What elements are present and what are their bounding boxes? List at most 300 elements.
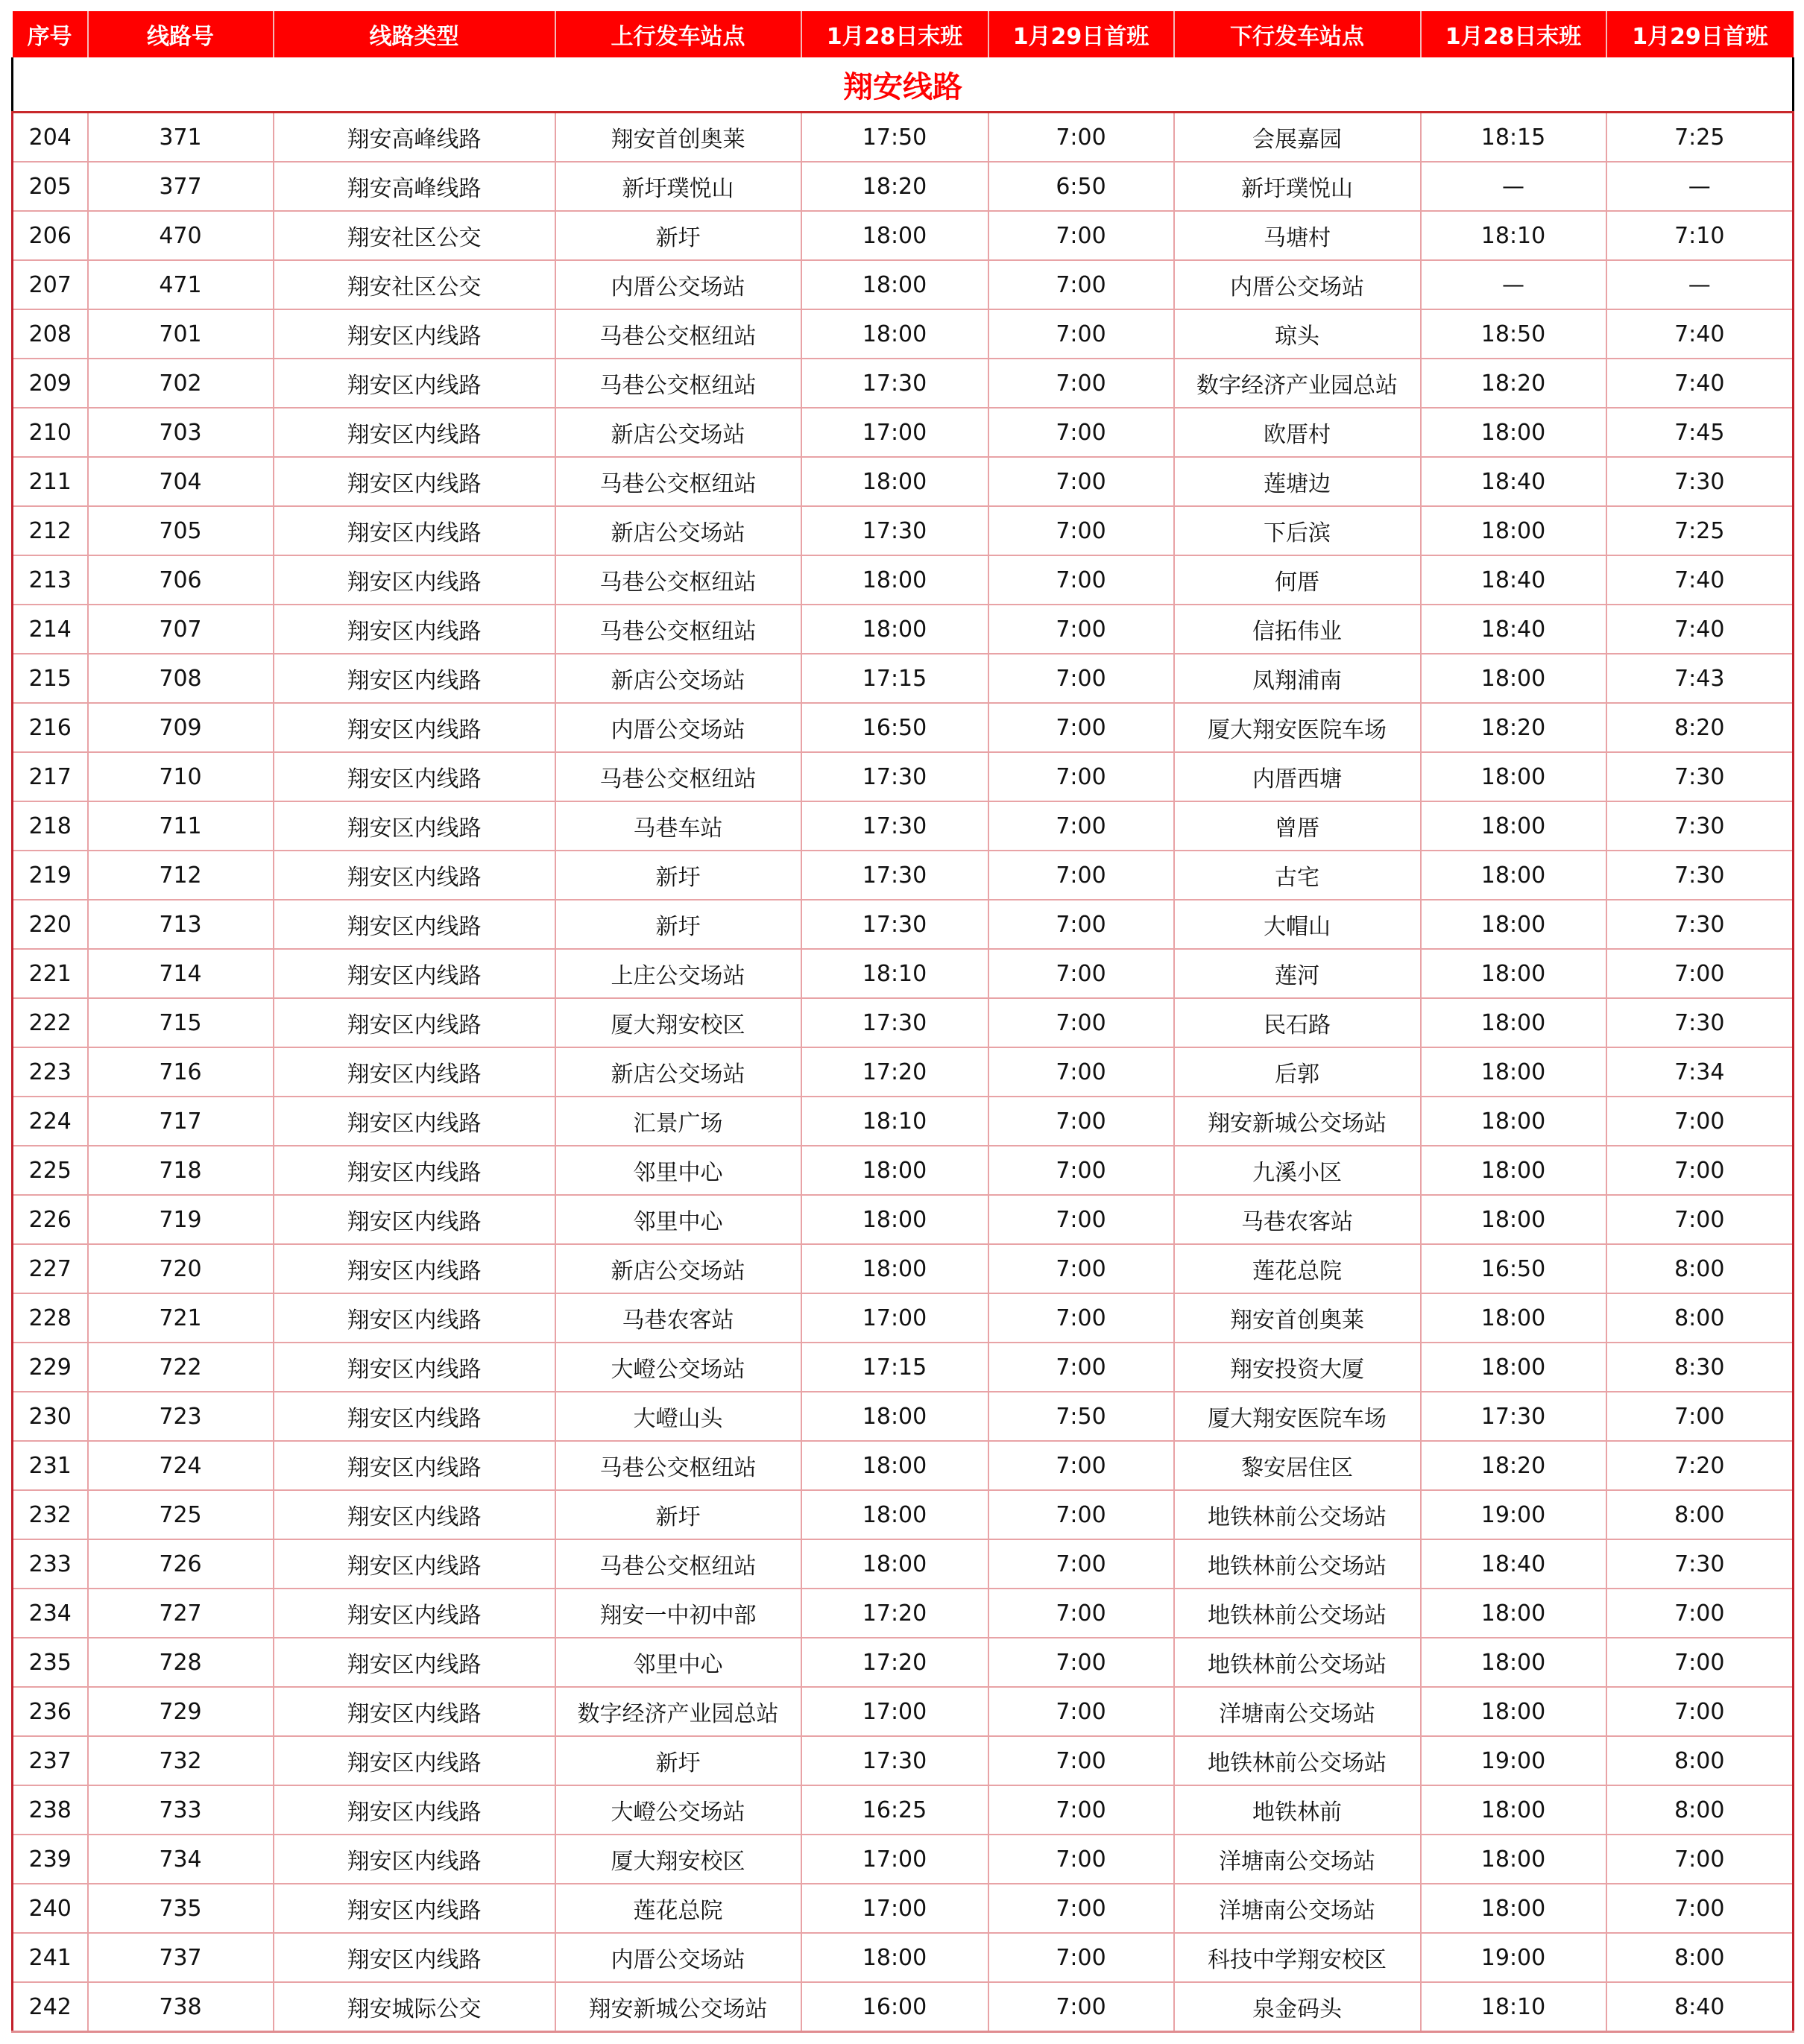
- cell-route-number: 371: [88, 113, 274, 163]
- cell-route-type: 翔安区内线路: [274, 1343, 555, 1392]
- table-row: [13, 1785, 1794, 1835]
- cell-down-station: 欧厝村: [1174, 408, 1421, 457]
- table-row: [13, 1490, 1794, 1539]
- cell-up-last-bus: 17:00: [801, 1884, 988, 1933]
- cell-down-first-bus: 8:00: [1606, 1785, 1794, 1835]
- cell-up-last-bus: 18:00: [801, 605, 988, 654]
- table-row: [13, 309, 1794, 359]
- cell-down-last-bus: 18:00: [1421, 752, 1606, 801]
- header-row: [13, 11, 1794, 57]
- cell-route-number: 720: [88, 1244, 274, 1293]
- cell-up-first-bus: 7:00: [988, 1146, 1174, 1195]
- table-row: [13, 1392, 1794, 1441]
- cell-up-station: 新圩: [555, 851, 801, 900]
- cell-down-station: 莲河: [1174, 949, 1421, 998]
- cell-down-station: 数字经济产业园总站: [1174, 359, 1421, 408]
- table-row: [13, 1244, 1794, 1293]
- cell-seq: 234: [13, 1589, 88, 1638]
- cell-down-station: 后郭: [1174, 1047, 1421, 1097]
- cell-down-last-bus: —: [1421, 162, 1606, 211]
- cell-route-type: 翔安区内线路: [274, 1293, 555, 1343]
- cell-up-station: 邻里中心: [555, 1146, 801, 1195]
- cell-route-type: 翔安区内线路: [274, 1490, 555, 1539]
- cell-route-type: 翔安区内线路: [274, 900, 555, 949]
- table-row: [13, 851, 1794, 900]
- cell-up-station: 马巷公交枢纽站: [555, 1539, 801, 1589]
- cell-up-first-bus: 7:00: [988, 654, 1174, 703]
- cell-route-number: 726: [88, 1539, 274, 1589]
- cell-route-number: 724: [88, 1441, 274, 1490]
- cell-down-last-bus: 18:20: [1421, 1441, 1606, 1490]
- cell-down-station: 马巷农客站: [1174, 1195, 1421, 1244]
- cell-route-type: 翔安区内线路: [274, 1392, 555, 1441]
- cell-seq: 223: [13, 1047, 88, 1097]
- cell-down-first-bus: 7:00: [1606, 1884, 1794, 1933]
- cell-seq: 209: [13, 359, 88, 408]
- cell-up-last-bus: 17:30: [801, 506, 988, 555]
- cell-down-last-bus: 18:00: [1421, 654, 1606, 703]
- cell-down-first-bus: 7:00: [1606, 949, 1794, 998]
- cell-up-first-bus: 7:50: [988, 1392, 1174, 1441]
- cell-route-type: 翔安区内线路: [274, 998, 555, 1047]
- cell-seq: 216: [13, 703, 88, 752]
- cell-seq: 225: [13, 1146, 88, 1195]
- cell-down-last-bus: 16:50: [1421, 1244, 1606, 1293]
- cell-up-last-bus: 17:30: [801, 1736, 988, 1785]
- cell-up-first-bus: 7:00: [988, 1343, 1174, 1392]
- cell-up-last-bus: 17:30: [801, 359, 988, 408]
- cell-seq: 219: [13, 851, 88, 900]
- cell-down-last-bus: 18:00: [1421, 1195, 1606, 1244]
- cell-down-last-bus: 18:40: [1421, 555, 1606, 605]
- cell-route-number: 729: [88, 1687, 274, 1736]
- cell-seq: 221: [13, 949, 88, 998]
- cell-up-station: 新店公交场站: [555, 506, 801, 555]
- cell-down-station: 翔安首创奥莱: [1174, 1293, 1421, 1343]
- cell-down-last-bus: 18:10: [1421, 1982, 1606, 2032]
- cell-route-type: 翔安区内线路: [274, 1736, 555, 1785]
- cell-up-last-bus: 18:00: [801, 1933, 988, 1982]
- cell-seq: 233: [13, 1539, 88, 1589]
- cell-seq: 236: [13, 1687, 88, 1736]
- header-down-last-bus: 1月28日末班: [1421, 11, 1606, 57]
- cell-route-number: 471: [88, 260, 274, 309]
- cell-down-station: 凤翔浦南: [1174, 654, 1421, 703]
- cell-seq: 210: [13, 408, 88, 457]
- table-row: [13, 162, 1794, 211]
- cell-route-type: 翔安区内线路: [274, 359, 555, 408]
- cell-route-type: 翔安区内线路: [274, 1933, 555, 1982]
- cell-route-type: 翔安区内线路: [274, 605, 555, 654]
- cell-down-last-bus: 18:50: [1421, 309, 1606, 359]
- cell-route-number: 737: [88, 1933, 274, 1982]
- cell-down-station: 民石路: [1174, 998, 1421, 1047]
- cell-seq: 206: [13, 211, 88, 260]
- cell-down-last-bus: 18:00: [1421, 998, 1606, 1047]
- cell-route-type: 翔安区内线路: [274, 1539, 555, 1589]
- cell-route-type: 翔安区内线路: [274, 1884, 555, 1933]
- cell-down-last-bus: 18:00: [1421, 1343, 1606, 1392]
- cell-route-type: 翔安区内线路: [274, 457, 555, 506]
- cell-down-last-bus: 18:00: [1421, 1146, 1606, 1195]
- cell-down-station: 翔安投资大厦: [1174, 1343, 1421, 1392]
- cell-up-first-bus: 7:00: [988, 851, 1174, 900]
- cell-down-first-bus: 7:20: [1606, 1441, 1794, 1490]
- cell-up-last-bus: 16:25: [801, 1785, 988, 1835]
- cell-up-station: 新店公交场站: [555, 408, 801, 457]
- table-row: [13, 1884, 1794, 1933]
- cell-down-station: 内厝公交场站: [1174, 260, 1421, 309]
- cell-seq: 229: [13, 1343, 88, 1392]
- cell-up-station: 内厝公交场站: [555, 703, 801, 752]
- cell-route-type: 翔安区内线路: [274, 1146, 555, 1195]
- cell-up-first-bus: 7:00: [988, 260, 1174, 309]
- cell-route-type: 翔安区内线路: [274, 1047, 555, 1097]
- cell-route-number: 708: [88, 654, 274, 703]
- cell-route-number: 705: [88, 506, 274, 555]
- cell-up-last-bus: 18:00: [801, 1539, 988, 1589]
- cell-seq: 218: [13, 801, 88, 851]
- cell-down-station: 琼头: [1174, 309, 1421, 359]
- cell-route-type: 翔安区内线路: [274, 506, 555, 555]
- cell-down-station: 厦大翔安医院车场: [1174, 703, 1421, 752]
- cell-down-first-bus: 8:00: [1606, 1490, 1794, 1539]
- cell-up-station: 大嶝公交场站: [555, 1343, 801, 1392]
- cell-down-first-bus: 7:00: [1606, 1195, 1794, 1244]
- cell-up-station: 厦大翔安校区: [555, 998, 801, 1047]
- cell-up-first-bus: 7:00: [988, 605, 1174, 654]
- table-row: [13, 998, 1794, 1047]
- cell-down-station: 大帽山: [1174, 900, 1421, 949]
- cell-up-station: 内厝公交场站: [555, 260, 801, 309]
- table-row: [13, 1539, 1794, 1589]
- cell-down-station: 莲花总院: [1174, 1244, 1421, 1293]
- cell-up-station: 新店公交场站: [555, 1244, 801, 1293]
- cell-down-station: 地铁林前公交场站: [1174, 1539, 1421, 1589]
- cell-down-station: 翔安新城公交场站: [1174, 1097, 1421, 1146]
- cell-route-type: 翔安区内线路: [274, 1195, 555, 1244]
- cell-route-type: 翔安区内线路: [274, 1244, 555, 1293]
- table-row: [13, 949, 1794, 998]
- cell-down-last-bus: 19:00: [1421, 1736, 1606, 1785]
- cell-down-first-bus: 7:00: [1606, 1589, 1794, 1638]
- cell-seq: 230: [13, 1392, 88, 1441]
- cell-down-station: 地铁林前公交场站: [1174, 1736, 1421, 1785]
- table-row: [13, 1441, 1794, 1490]
- cell-up-first-bus: 7:00: [988, 1933, 1174, 1982]
- cell-down-last-bus: 18:00: [1421, 1293, 1606, 1343]
- cell-seq: 239: [13, 1835, 88, 1884]
- cell-route-type: 翔安高峰线路: [274, 162, 555, 211]
- header-down-station: 下行发车站点: [1174, 11, 1421, 57]
- cell-down-last-bus: 18:00: [1421, 1589, 1606, 1638]
- cell-down-first-bus: 7:00: [1606, 1687, 1794, 1736]
- cell-route-type: 翔安高峰线路: [274, 113, 555, 163]
- table-row: [13, 211, 1794, 260]
- table-row: [13, 1047, 1794, 1097]
- cell-up-last-bus: 18:10: [801, 1097, 988, 1146]
- cell-up-first-bus: 7:00: [988, 752, 1174, 801]
- cell-down-last-bus: 18:15: [1421, 113, 1606, 163]
- cell-route-number: 721: [88, 1293, 274, 1343]
- cell-down-first-bus: 7:45: [1606, 408, 1794, 457]
- cell-up-first-bus: 7:00: [988, 900, 1174, 949]
- cell-up-last-bus: 18:00: [801, 1490, 988, 1539]
- cell-up-first-bus: 7:00: [988, 1047, 1174, 1097]
- table-row: [13, 1343, 1794, 1392]
- cell-down-station: 何厝: [1174, 555, 1421, 605]
- header-route-number: 线路号: [88, 11, 274, 57]
- cell-up-first-bus: 7:00: [988, 1589, 1174, 1638]
- cell-down-last-bus: 18:00: [1421, 900, 1606, 949]
- cell-seq: 205: [13, 162, 88, 211]
- header-up-first-bus: 1月29日首班: [988, 11, 1174, 57]
- cell-down-station: 马塘村: [1174, 211, 1421, 260]
- table-row: [13, 260, 1794, 309]
- cell-down-station: 洋塘南公交场站: [1174, 1835, 1421, 1884]
- cell-down-station: 厦大翔安医院车场: [1174, 1392, 1421, 1441]
- cell-up-first-bus: 6:50: [988, 162, 1174, 211]
- cell-up-first-bus: 7:00: [988, 555, 1174, 605]
- cell-route-number: 706: [88, 555, 274, 605]
- header-down-first-bus: 1月29日首班: [1606, 11, 1794, 57]
- cell-route-type: 翔安区内线路: [274, 752, 555, 801]
- cell-up-first-bus: 7:00: [988, 457, 1174, 506]
- cell-down-station: 黎安居住区: [1174, 1441, 1421, 1490]
- cell-down-last-bus: 18:20: [1421, 703, 1606, 752]
- cell-route-number: 709: [88, 703, 274, 752]
- cell-down-station: 古宅: [1174, 851, 1421, 900]
- cell-up-station: 新店公交场站: [555, 654, 801, 703]
- cell-down-last-bus: 18:00: [1421, 1638, 1606, 1687]
- cell-up-station: 数字经济产业园总站: [555, 1687, 801, 1736]
- cell-down-first-bus: 7:30: [1606, 457, 1794, 506]
- cell-up-last-bus: 18:00: [801, 1195, 988, 1244]
- cell-route-number: 725: [88, 1490, 274, 1539]
- table-row: [13, 506, 1794, 555]
- table-row: [13, 1736, 1794, 1785]
- table-row: [13, 752, 1794, 801]
- cell-up-last-bus: 18:00: [801, 1244, 988, 1293]
- cell-up-first-bus: 7:00: [988, 506, 1174, 555]
- cell-up-station: 新店公交场站: [555, 1047, 801, 1097]
- cell-up-station: 新圩: [555, 1490, 801, 1539]
- cell-up-first-bus: 7:00: [988, 1244, 1174, 1293]
- cell-route-type: 翔安区内线路: [274, 1589, 555, 1638]
- cell-down-first-bus: 7:00: [1606, 1638, 1794, 1687]
- cell-down-last-bus: 18:10: [1421, 211, 1606, 260]
- cell-seq: 214: [13, 605, 88, 654]
- cell-up-last-bus: 17:00: [801, 1293, 988, 1343]
- cell-down-last-bus: 18:00: [1421, 1097, 1606, 1146]
- cell-up-station: 厦大翔安校区: [555, 1835, 801, 1884]
- cell-down-first-bus: 7:30: [1606, 851, 1794, 900]
- cell-up-first-bus: 7:00: [988, 801, 1174, 851]
- table-row: [13, 113, 1794, 163]
- cell-route-number: 707: [88, 605, 274, 654]
- cell-up-last-bus: 18:00: [801, 1441, 988, 1490]
- cell-down-first-bus: 7:43: [1606, 654, 1794, 703]
- cell-route-number: 719: [88, 1195, 274, 1244]
- cell-down-first-bus: 7:25: [1606, 113, 1794, 163]
- cell-up-last-bus: 16:00: [801, 1982, 988, 2032]
- cell-up-first-bus: 7:00: [988, 1736, 1174, 1785]
- bus-schedule-sheet: [11, 11, 1792, 2033]
- cell-up-station: 新圩: [555, 211, 801, 260]
- cell-seq: 212: [13, 506, 88, 555]
- table-row: [13, 1589, 1794, 1638]
- cell-up-first-bus: 7:00: [988, 359, 1174, 408]
- cell-down-station: 内厝西塘: [1174, 752, 1421, 801]
- cell-route-type: 翔安区内线路: [274, 703, 555, 752]
- cell-up-last-bus: 17:00: [801, 1835, 988, 1884]
- cell-route-type: 翔安区内线路: [274, 1835, 555, 1884]
- cell-up-station: 新圩: [555, 900, 801, 949]
- cell-up-last-bus: 18:00: [801, 457, 988, 506]
- cell-seq: 226: [13, 1195, 88, 1244]
- cell-route-type: 翔安区内线路: [274, 1638, 555, 1687]
- cell-up-first-bus: 7:00: [988, 1835, 1174, 1884]
- cell-up-last-bus: 18:00: [801, 555, 988, 605]
- table-row: [13, 1933, 1794, 1982]
- cell-down-first-bus: 8:20: [1606, 703, 1794, 752]
- cell-route-type: 翔安社区公交: [274, 211, 555, 260]
- cell-route-type: 翔安区内线路: [274, 1687, 555, 1736]
- cell-up-station: 马巷公交枢纽站: [555, 752, 801, 801]
- cell-up-station: 莲花总院: [555, 1884, 801, 1933]
- cell-seq: 231: [13, 1441, 88, 1490]
- cell-up-first-bus: 7:00: [988, 1293, 1174, 1343]
- cell-down-first-bus: 7:00: [1606, 1392, 1794, 1441]
- cell-up-station: 马巷公交枢纽站: [555, 605, 801, 654]
- cell-up-last-bus: 17:00: [801, 1687, 988, 1736]
- cell-up-last-bus: 16:50: [801, 703, 988, 752]
- cell-up-last-bus: 17:30: [801, 900, 988, 949]
- table-row: [13, 1293, 1794, 1343]
- cell-route-number: 732: [88, 1736, 274, 1785]
- table-row: [13, 1835, 1794, 1884]
- cell-down-last-bus: 18:00: [1421, 1835, 1606, 1884]
- cell-seq: 213: [13, 555, 88, 605]
- table-row: [13, 801, 1794, 851]
- cell-up-last-bus: 17:15: [801, 654, 988, 703]
- cell-up-first-bus: 7:00: [988, 309, 1174, 359]
- cell-up-first-bus: 7:00: [988, 703, 1174, 752]
- cell-down-station: 地铁林前公交场站: [1174, 1589, 1421, 1638]
- cell-down-station: 曾厝: [1174, 801, 1421, 851]
- cell-up-station: 翔安首创奥莱: [555, 113, 801, 163]
- cell-route-number: 735: [88, 1884, 274, 1933]
- cell-down-first-bus: 8:00: [1606, 1736, 1794, 1785]
- cell-route-type: 翔安区内线路: [274, 309, 555, 359]
- cell-down-last-bus: 18:00: [1421, 1047, 1606, 1097]
- cell-up-station: 翔安一中初中部: [555, 1589, 801, 1638]
- cell-up-last-bus: 18:00: [801, 211, 988, 260]
- cell-route-number: 470: [88, 211, 274, 260]
- cell-up-first-bus: 7:00: [988, 949, 1174, 998]
- cell-route-number: 701: [88, 309, 274, 359]
- cell-down-last-bus: 19:00: [1421, 1933, 1606, 1982]
- cell-down-last-bus: 18:00: [1421, 506, 1606, 555]
- cell-seq: 238: [13, 1785, 88, 1835]
- cell-route-number: 717: [88, 1097, 274, 1146]
- table-row: [13, 1687, 1794, 1736]
- cell-down-last-bus: —: [1421, 260, 1606, 309]
- cell-down-first-bus: 8:00: [1606, 1293, 1794, 1343]
- cell-seq: 222: [13, 998, 88, 1047]
- cell-seq: 224: [13, 1097, 88, 1146]
- cell-route-type: 翔安区内线路: [274, 1441, 555, 1490]
- cell-route-number: 728: [88, 1638, 274, 1687]
- cell-down-first-bus: 8:00: [1606, 1244, 1794, 1293]
- cell-down-last-bus: 18:40: [1421, 1539, 1606, 1589]
- cell-up-first-bus: 7:00: [988, 1687, 1174, 1736]
- cell-route-type: 翔安区内线路: [274, 654, 555, 703]
- cell-up-station: 汇景广场: [555, 1097, 801, 1146]
- table-header: [13, 11, 1794, 57]
- cell-down-last-bus: 18:00: [1421, 949, 1606, 998]
- cell-seq: 207: [13, 260, 88, 309]
- cell-down-last-bus: 18:00: [1421, 851, 1606, 900]
- cell-down-station: 地铁林前公交场站: [1174, 1638, 1421, 1687]
- cell-up-station: 马巷公交枢纽站: [555, 457, 801, 506]
- cell-seq: 240: [13, 1884, 88, 1933]
- cell-down-station: 科技中学翔安校区: [1174, 1933, 1421, 1982]
- cell-up-last-bus: 18:10: [801, 949, 988, 998]
- header-up-station: 上行发车站点: [555, 11, 801, 57]
- cell-route-number: 738: [88, 1982, 274, 2032]
- cell-seq: 227: [13, 1244, 88, 1293]
- cell-up-last-bus: 18:00: [801, 1146, 988, 1195]
- cell-route-number: 715: [88, 998, 274, 1047]
- cell-route-number: 716: [88, 1047, 274, 1097]
- section-title: 翔安线路: [13, 57, 1794, 113]
- cell-down-first-bus: 7:30: [1606, 752, 1794, 801]
- cell-seq: 220: [13, 900, 88, 949]
- cell-up-station: 马巷公交枢纽站: [555, 1441, 801, 1490]
- cell-route-type: 翔安社区公交: [274, 260, 555, 309]
- cell-seq: 232: [13, 1490, 88, 1539]
- cell-seq: 211: [13, 457, 88, 506]
- cell-down-first-bus: 8:00: [1606, 1933, 1794, 1982]
- cell-up-last-bus: 18:00: [801, 309, 988, 359]
- cell-up-first-bus: 7:00: [988, 1539, 1174, 1589]
- cell-route-number: 714: [88, 949, 274, 998]
- table-row: [13, 1982, 1794, 2032]
- table-row: [13, 1146, 1794, 1195]
- cell-route-number: 713: [88, 900, 274, 949]
- cell-down-station: 九溪小区: [1174, 1146, 1421, 1195]
- cell-route-type: 翔安区内线路: [274, 555, 555, 605]
- table-row: [13, 408, 1794, 457]
- cell-up-station: 马巷公交枢纽站: [555, 555, 801, 605]
- cell-down-station: 地铁林前公交场站: [1174, 1490, 1421, 1539]
- cell-down-last-bus: 18:00: [1421, 1687, 1606, 1736]
- cell-up-last-bus: 17:20: [801, 1638, 988, 1687]
- cell-up-first-bus: 7:00: [988, 1638, 1174, 1687]
- table-row: [13, 1195, 1794, 1244]
- cell-up-first-bus: 7:00: [988, 1982, 1174, 2032]
- cell-down-station: 下后滨: [1174, 506, 1421, 555]
- cell-route-type: 翔安区内线路: [274, 1785, 555, 1835]
- cell-up-last-bus: 17:00: [801, 408, 988, 457]
- table-row: [13, 1097, 1794, 1146]
- cell-route-type: 翔安区内线路: [274, 801, 555, 851]
- cell-up-last-bus: 17:30: [801, 851, 988, 900]
- cell-up-station: 大嶝公交场站: [555, 1785, 801, 1835]
- cell-route-type: 翔安区内线路: [274, 1097, 555, 1146]
- cell-down-first-bus: 7:00: [1606, 1097, 1794, 1146]
